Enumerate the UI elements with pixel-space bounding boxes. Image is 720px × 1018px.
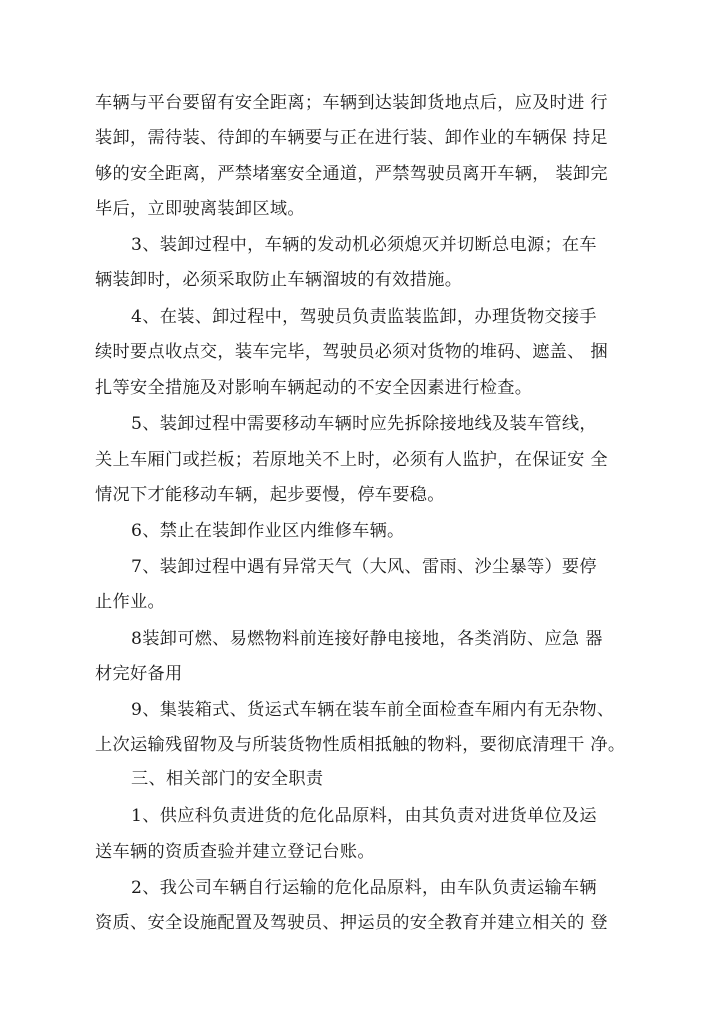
text-line: 6、禁止在装卸作业区内维修车辆。 (131, 521, 405, 541)
text-line: 5、装卸过程中需要移动车辆时应先拆除接地线及装车管线， (131, 414, 597, 434)
text-line: 材完好备用 (95, 664, 183, 684)
text-line: 2、我公司车辆自行运输的危化品原料，由车队负责运输车辆 (131, 878, 597, 898)
text-line: 送车辆的资质查验并建立登记台账。 (95, 842, 375, 862)
text-line: 续时要点收点交，装车完毕，驾驶员必须对货物的堆码、遮盖、 捆 (95, 342, 608, 362)
text-line: 上次运输残留物及与所装货物性质相抵触的物料，要彻底清理干 净。 (95, 735, 626, 755)
text-line: 4、在装、卸过程中，驾驶员负责监装监卸，办理货物交接手 (131, 307, 597, 327)
text-line: 辆装卸时，必须采取防止车辆溜坡的有效措施。 (95, 270, 463, 290)
text-line: 9、集装箱式、货运式车辆在装车前全面检查车厢内有无杂物、 (131, 700, 615, 720)
text-line: 3、装卸过程中，车辆的发动机必须熄灭并切断总电源；在车 (131, 235, 597, 255)
text-line: 关上车厢门或拦板；若原地关不上时，必须有人监护，在保证安 全 (95, 450, 608, 470)
text-line: 7、装卸过程中遇有异常天气（大风、雷雨、沙尘暴等）要停 (131, 557, 597, 577)
text-line: 资质、安全设施配置及驾驶员、押运员的安全教育并建立相关的 登 (95, 913, 608, 933)
text-line: 情况下才能移动车辆，起步要慢，停车要稳。 (95, 485, 445, 505)
section-heading: 三、相关部门的安全职责 (131, 769, 324, 789)
text-line: 8装卸可燃、易燃物料前连接好静电接地，各类消防、应急 器 (131, 629, 603, 649)
text-line: 够的安全距离，严禁堵塞安全通道，严禁驾驶员离开车辆， 装卸完 (95, 164, 608, 184)
text-line: 装卸，需待装、待卸的车辆要与正在进行装、卸作业的车辆保 持足 (95, 128, 608, 148)
text-line: 1、供应科负责进货的危化品原料，由其负责对进货单位及运 (131, 806, 597, 826)
text-line: 止作业。 (95, 592, 165, 612)
text-line: 车辆与平台要留有安全距离；车辆到达装卸货地点后，应及时进 行 (95, 93, 608, 113)
text-line: 毕后，立即驶离装卸区域。 (95, 199, 305, 219)
text-line: 扎等安全措施及对影响车辆起动的不安全因素进行检查。 (95, 378, 533, 398)
